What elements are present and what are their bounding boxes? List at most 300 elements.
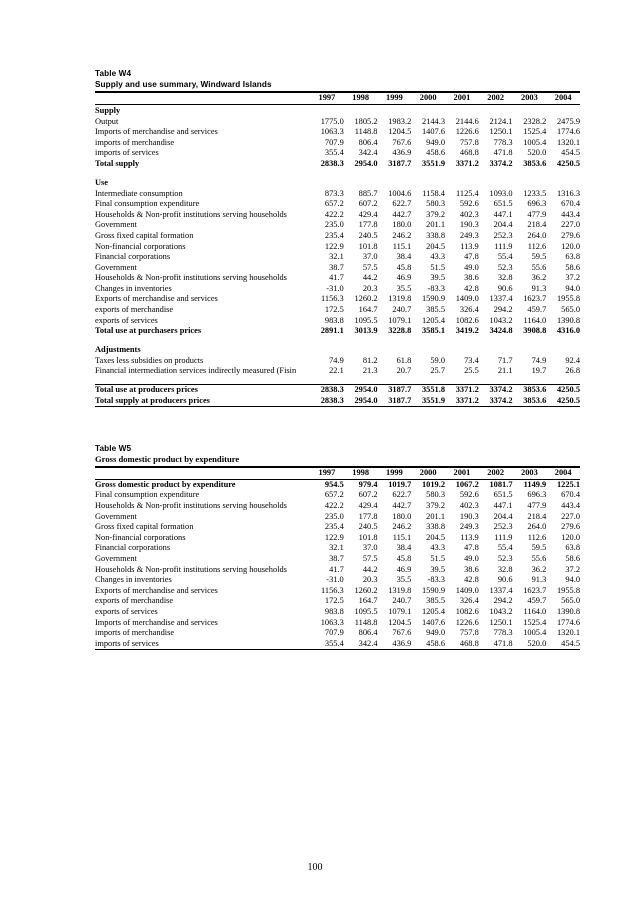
- cell-2003: 218.4: [527, 511, 547, 521]
- cell-1999: 442.7: [392, 500, 412, 510]
- table-spacer-row: [95, 377, 580, 385]
- section-heading-empty: [411, 177, 445, 189]
- cell-2003: 520.0: [527, 148, 547, 158]
- table-row: [95, 117, 580, 128]
- cell-1998: 1095.5: [354, 315, 378, 325]
- cell-2001: 3371.2: [455, 158, 479, 168]
- col-header-2000: 2000: [411, 93, 445, 105]
- cell-2002: 90.6: [497, 575, 513, 585]
- cell-2004: 92.4: [565, 355, 580, 365]
- cell-2004: 37.2: [565, 273, 580, 283]
- row-label: Total use at producers prices: [95, 385, 310, 396]
- cell-2001: 25.5: [464, 366, 479, 376]
- cell-2001: 757.8: [459, 137, 479, 147]
- row-label: Non-financial corporations: [95, 241, 186, 251]
- cell-2000: 1205.4: [421, 606, 445, 616]
- cell-2002: 71.7: [497, 355, 513, 365]
- cell-1997: 983.8: [324, 315, 344, 325]
- cell-1999: 240.7: [392, 305, 412, 315]
- table-row: [95, 366, 580, 377]
- cell-1999: 622.7: [392, 199, 412, 209]
- cell-1999: 246.2: [392, 522, 412, 532]
- cell-2002: 1250.1: [489, 617, 513, 627]
- table-w5-title: Gross domestic product by expenditure: [95, 454, 240, 465]
- cell-2000: 338.8: [426, 230, 445, 240]
- cell-1999: 3187.7: [378, 385, 412, 396]
- cell-1999: 767.6: [392, 628, 412, 638]
- row-label: exports of merchandise: [95, 596, 174, 606]
- cell-1999: 38.4: [396, 543, 412, 553]
- section-heading-empty: [378, 177, 412, 189]
- cell-2002: 21.1: [497, 366, 513, 376]
- col-header-2002: 2002: [479, 468, 513, 480]
- section-heading-empty: [513, 104, 547, 116]
- cell-2001: 326.4: [459, 305, 479, 315]
- cell-2004: 1774.6: [556, 127, 580, 137]
- cell-2000: 201.1: [426, 511, 445, 521]
- cell-2000: 25.7: [430, 366, 445, 376]
- section-heading-empty: [513, 344, 547, 356]
- cell-2004: 120.0: [561, 532, 580, 542]
- cell-2000: 580.3: [426, 199, 445, 209]
- spacer-cell: [95, 170, 580, 177]
- cell-2002: 3374.2: [479, 396, 513, 407]
- section-heading-label: Adjustments: [95, 345, 141, 355]
- cell-1999: 20.7: [396, 366, 412, 376]
- table-row: [95, 138, 580, 149]
- cell-2001: 402.3: [459, 209, 479, 219]
- cell-1997: 707.9: [324, 628, 344, 638]
- cell-2002: 204.4: [493, 511, 513, 521]
- cell-1999: 38.4: [396, 252, 412, 262]
- cell-2004: 279.6: [561, 230, 580, 240]
- table-gap: [95, 407, 580, 443]
- cell-2004: 454.5: [546, 639, 580, 650]
- table-w5-id: Table W5: [95, 444, 132, 454]
- row-label: Government: [95, 511, 137, 521]
- cell-1997: 38.7: [329, 553, 344, 563]
- cell-1998: 240.5: [358, 522, 378, 532]
- cell-2003: 3908.8: [523, 326, 547, 336]
- cell-1997: 1156.3: [321, 294, 344, 304]
- cell-2002: 55.4: [497, 252, 513, 262]
- cell-1998: 607.2: [358, 199, 378, 209]
- cell-2000: 949.0: [426, 628, 445, 638]
- cell-2000: 1158.4: [422, 188, 445, 198]
- section-heading-empty: [378, 104, 412, 116]
- cell-2003: 1233.5: [523, 188, 547, 198]
- cell-2002: 1043.2: [489, 606, 513, 616]
- table-row: [95, 189, 580, 200]
- col-header-1999: 1999: [378, 468, 412, 480]
- cell-2004: 58.6: [565, 262, 580, 272]
- section-heading-empty: [344, 344, 378, 356]
- cell-2004: 565.0: [561, 305, 580, 315]
- cell-1997: 707.9: [324, 137, 344, 147]
- cell-1999: 45.8: [396, 262, 412, 272]
- cell-1997: 235.4: [324, 522, 344, 532]
- cell-1998: 44.2: [362, 564, 378, 574]
- cell-2003: 520.0: [513, 639, 547, 650]
- cell-2001: 73.4: [464, 355, 479, 365]
- table-row: [95, 242, 580, 253]
- cell-2001: 3371.2: [445, 396, 479, 407]
- cell-1999: 767.6: [392, 137, 412, 147]
- section-heading-empty: [411, 104, 445, 116]
- col-header-1997: 1997: [310, 93, 344, 105]
- cell-2002: 204.4: [493, 220, 513, 230]
- cell-1999: 115.1: [392, 532, 412, 542]
- cell-1999: 436.9: [378, 639, 412, 650]
- cell-2003: 1005.4: [523, 137, 547, 147]
- cell-1999: 180.0: [392, 511, 412, 521]
- cell-2002: 778.3: [493, 628, 513, 638]
- cell-2002: 471.8: [479, 639, 513, 650]
- cell-2000: 43.3: [430, 252, 445, 262]
- cell-2003: 74.9: [531, 355, 547, 365]
- cell-1999: 46.9: [396, 564, 412, 574]
- cell-1997: 235.0: [324, 511, 344, 521]
- row-label: Imports of merchandise and services: [95, 617, 218, 627]
- cell-2002: 447.1: [493, 500, 513, 510]
- cell-2004: 227.0: [561, 220, 580, 230]
- spacer-cell: [95, 337, 580, 344]
- cell-2004: 120.0: [561, 241, 580, 251]
- cell-1998: 177.8: [358, 511, 378, 521]
- section-heading-empty: [310, 104, 344, 116]
- col-header-1998: 1998: [344, 93, 378, 105]
- cell-1997: 422.2: [324, 209, 344, 219]
- cell-1999: 1079.1: [388, 315, 412, 325]
- cell-2000: -83.3: [427, 575, 445, 585]
- cell-1997: 657.2: [324, 490, 344, 500]
- table-w5-body: [95, 479, 580, 650]
- cell-1997: 41.7: [329, 273, 344, 283]
- cell-2004: 2475.9: [556, 116, 580, 126]
- spacer-cell: [95, 377, 580, 385]
- row-label: Households & Non-profit institutions serving households: [95, 273, 287, 283]
- cell-2002: 1250.1: [489, 127, 513, 137]
- cell-2002: 1337.4: [489, 585, 513, 595]
- cell-2003: 91.3: [531, 575, 547, 585]
- cell-1997: 954.5: [324, 479, 344, 489]
- col-header-1997: 1997: [310, 468, 344, 480]
- cell-1997: 2838.3: [320, 158, 344, 168]
- row-label: Total use at purchasers prices: [95, 326, 202, 336]
- cell-2001: 1082.6: [455, 606, 479, 616]
- cell-2003: 1164.0: [523, 315, 547, 325]
- section-heading-empty: [546, 177, 580, 189]
- table-row: [95, 490, 580, 501]
- cell-2003: 55.6: [531, 553, 547, 563]
- cell-1998: 1805.2: [354, 116, 378, 126]
- cell-2002: 32.8: [497, 273, 513, 283]
- cell-2000: 458.6: [411, 639, 445, 650]
- cell-2001: 468.8: [459, 148, 479, 158]
- cell-2002: 3374.2: [479, 385, 513, 396]
- cell-2004: 94.0: [565, 575, 580, 585]
- cell-2002: 1043.2: [489, 315, 513, 325]
- cell-1997: 32.1: [329, 543, 344, 553]
- cell-2003: 264.0: [527, 522, 547, 532]
- row-label: Gross domestic product by expenditure: [95, 479, 236, 489]
- table-row: [95, 263, 580, 274]
- cell-1998: 1148.8: [354, 127, 378, 137]
- cell-1999: 35.5: [396, 283, 412, 293]
- cell-2004: 1320.1: [556, 628, 580, 638]
- table-w4-header-row: [95, 93, 580, 105]
- cell-2004: 1774.6: [556, 617, 580, 627]
- cell-2004: 1955.8: [556, 294, 580, 304]
- section-heading-label: Use: [95, 177, 109, 187]
- cell-2002: 3424.8: [489, 326, 513, 336]
- table-row: [95, 210, 580, 221]
- table-row: [95, 628, 580, 639]
- table-row: [95, 159, 580, 170]
- cell-2001: 47.8: [464, 543, 479, 553]
- cell-2001: 249.3: [459, 522, 479, 532]
- cell-1998: 607.2: [358, 490, 378, 500]
- cell-1997: 22.1: [329, 366, 344, 376]
- cell-2000: 1590.9: [421, 294, 445, 304]
- cell-2001: 3371.2: [445, 385, 479, 396]
- cell-1999: 115.1: [392, 241, 412, 251]
- table-row: [95, 385, 580, 396]
- cell-1997: 235.4: [324, 230, 344, 240]
- cell-1999: 1204.5: [388, 617, 412, 627]
- table-w4-corner: [95, 93, 310, 105]
- cell-2002: 252.3: [493, 230, 513, 240]
- table-row: [95, 294, 580, 305]
- cell-1997: 41.7: [329, 564, 344, 574]
- cell-2003: 91.3: [531, 283, 547, 293]
- row-label: Total supply: [95, 158, 140, 168]
- row-label: Taxes less subsidies on products: [95, 355, 204, 365]
- row-label: exports of services: [95, 606, 158, 616]
- cell-2002: 52.3: [497, 553, 513, 563]
- cell-1998: 979.4: [358, 479, 378, 489]
- cell-1999: 1004.6: [388, 188, 412, 198]
- cell-2003: 59.5: [531, 252, 547, 262]
- cell-2001: 113.9: [460, 532, 479, 542]
- cell-1998: 806.4: [358, 628, 378, 638]
- cell-2003: 1164.0: [523, 606, 547, 616]
- cell-2000: 201.1: [426, 220, 445, 230]
- cell-1999: 35.5: [396, 575, 412, 585]
- cell-2001: 326.4: [459, 596, 479, 606]
- cell-1998: 20.3: [362, 575, 378, 585]
- table-w5-header-row: [95, 468, 580, 480]
- cell-1997: 873.3: [324, 188, 344, 198]
- cell-1997: 1063.3: [320, 617, 344, 627]
- row-label: Financial intermediation services indirectly measured (Fisin: [95, 366, 297, 376]
- cell-2004: 4250.5: [546, 385, 580, 396]
- cell-2003: 3853.6: [513, 385, 547, 396]
- row-label: Non-financial corporations: [95, 532, 186, 542]
- cell-1997: 983.8: [324, 606, 344, 616]
- cell-1999: 240.7: [392, 596, 412, 606]
- cell-1998: 342.4: [358, 148, 378, 158]
- col-header-1999: 1999: [378, 93, 412, 105]
- cell-2004: 4250.5: [546, 396, 580, 407]
- section-heading-empty: [344, 177, 378, 189]
- cell-1997: 172.5: [324, 596, 344, 606]
- cell-1998: 1260.2: [354, 585, 378, 595]
- cell-1998: 20.3: [362, 283, 378, 293]
- table-w4: [95, 92, 580, 407]
- cell-1998: 1260.2: [354, 294, 378, 304]
- section-heading-empty: [344, 104, 378, 116]
- table-row: [95, 522, 580, 533]
- cell-1999: 1079.1: [388, 606, 412, 616]
- cell-1997: 1063.3: [320, 127, 344, 137]
- cell-2000: 379.2: [426, 209, 445, 219]
- row-label: imports of services: [95, 639, 310, 650]
- cell-1997: 1775.0: [320, 116, 344, 126]
- cell-1998: 81.2: [362, 355, 378, 365]
- cell-1997: 422.2: [324, 500, 344, 510]
- cell-1998: 57.5: [362, 262, 378, 272]
- cell-1999: 1019.7: [388, 479, 412, 489]
- table-row: [95, 199, 580, 210]
- cell-2000: 59.0: [430, 355, 445, 365]
- table-w4-id: Table W4: [95, 69, 132, 78]
- cell-2001: 2144.6: [455, 116, 479, 126]
- cell-2002: 294.2: [493, 596, 513, 606]
- cell-2002: 3374.2: [489, 158, 513, 168]
- cell-1998: 57.5: [362, 553, 378, 563]
- cell-1998: 164.7: [358, 305, 378, 315]
- cell-2004: 670.4: [561, 199, 580, 209]
- cell-2004: 94.0: [565, 283, 580, 293]
- cell-2002: 252.3: [493, 522, 513, 532]
- cell-2000: 1590.9: [421, 585, 445, 595]
- cell-2000: 1407.6: [421, 617, 445, 627]
- cell-2002: 111.9: [494, 241, 513, 251]
- cell-2002: 90.6: [497, 283, 513, 293]
- table-row: [95, 554, 580, 565]
- cell-2004: 63.8: [565, 543, 580, 553]
- cell-2001: 468.8: [445, 639, 479, 650]
- cell-2000: 949.0: [426, 137, 445, 147]
- section-heading-empty: [310, 177, 344, 189]
- cell-2002: 1337.4: [489, 294, 513, 304]
- section-heading-empty: [479, 104, 513, 116]
- cell-1998: 2954.0: [354, 158, 378, 168]
- cell-2000: 3551.9: [421, 158, 445, 168]
- cell-2003: 696.3: [527, 199, 547, 209]
- table-row: [95, 305, 580, 316]
- table-w4-body: [95, 104, 580, 407]
- cell-2003: 36.2: [531, 564, 547, 574]
- cell-2003: 2328.2: [523, 116, 547, 126]
- cell-2000: 580.3: [426, 490, 445, 500]
- cell-1998: 101.8: [358, 241, 378, 251]
- cell-1998: 2954.0: [344, 385, 378, 396]
- cell-2000: 1205.4: [421, 315, 445, 325]
- cell-2001: 1226.6: [455, 617, 479, 627]
- cell-2003: 264.0: [527, 230, 547, 240]
- col-header-2001: 2001: [445, 468, 479, 480]
- table-spacer-row: [95, 337, 580, 344]
- section-heading-empty: [546, 344, 580, 356]
- table-spacer-row: [95, 170, 580, 177]
- cell-1997: 355.4: [310, 639, 344, 650]
- cell-1998: 177.8: [358, 220, 378, 230]
- table-row: [95, 326, 580, 337]
- table-row: [95, 479, 580, 490]
- row-label: Households & Non-profit institutions serving households: [95, 564, 287, 574]
- cell-2003: 55.6: [531, 262, 547, 272]
- cell-2003: 459.7: [527, 596, 547, 606]
- table-w4-block: [95, 68, 580, 407]
- cell-1999: 3187.7: [378, 396, 412, 407]
- table-row: [95, 220, 580, 231]
- cell-1997: 32.1: [329, 252, 344, 262]
- cell-1999: 45.8: [396, 553, 412, 563]
- cell-2000: 3551.8: [411, 385, 445, 396]
- cell-2001: 3419.2: [455, 326, 479, 336]
- cell-1998: 429.4: [358, 500, 378, 510]
- cell-1998: 37.0: [362, 252, 378, 262]
- table-row: [95, 618, 580, 629]
- cell-1997: 122.9: [324, 241, 344, 251]
- cell-2004: 63.8: [565, 252, 580, 262]
- cell-1999: 3187.7: [388, 158, 412, 168]
- table-row: [95, 533, 580, 544]
- cell-2003: 59.5: [531, 543, 547, 553]
- cell-2001: 757.8: [459, 628, 479, 638]
- cell-1999: 61.8: [396, 355, 412, 365]
- cell-2003: 477.9: [527, 209, 547, 219]
- cell-2004: 1225.1: [556, 479, 580, 489]
- cell-2000: 458.6: [426, 148, 445, 158]
- cell-1999: 442.7: [392, 209, 412, 219]
- cell-2000: 1407.6: [421, 127, 445, 137]
- cell-2004: 565.0: [561, 596, 580, 606]
- cell-1998: 342.4: [344, 639, 378, 650]
- cell-1997: -31.0: [326, 575, 344, 585]
- cell-2000: 204.5: [426, 532, 445, 542]
- cell-2002: 111.9: [494, 532, 513, 542]
- section-heading-empty: [445, 104, 479, 116]
- cell-2002: 52.3: [497, 262, 513, 272]
- cell-2001: 38.6: [464, 273, 479, 283]
- cell-2002: 447.1: [493, 209, 513, 219]
- cell-2003: 112.6: [527, 532, 547, 542]
- cell-2004: 4316.0: [556, 326, 580, 336]
- cell-2004: 443.4: [561, 209, 580, 219]
- cell-1998: 1148.8: [354, 617, 378, 627]
- cell-2003: 1149.9: [523, 479, 547, 489]
- cell-2003: 477.9: [527, 500, 547, 510]
- cell-1998: 37.0: [362, 543, 378, 553]
- cell-2001: 49.0: [464, 262, 479, 272]
- cell-2001: 402.3: [459, 500, 479, 510]
- cell-2004: 454.5: [561, 148, 580, 158]
- cell-2000: -83.3: [427, 283, 445, 293]
- table-row: [95, 316, 580, 327]
- section-heading-empty: [411, 344, 445, 356]
- cell-1998: 1095.5: [354, 606, 378, 616]
- cell-2001: 113.9: [460, 241, 479, 251]
- cell-2001: 1082.6: [455, 315, 479, 325]
- col-header-2003: 2003: [513, 93, 547, 105]
- cell-2003: 1623.7: [523, 294, 547, 304]
- row-label: Government: [95, 553, 137, 563]
- table-row: [95, 501, 580, 512]
- col-header-2004: 2004: [546, 468, 580, 480]
